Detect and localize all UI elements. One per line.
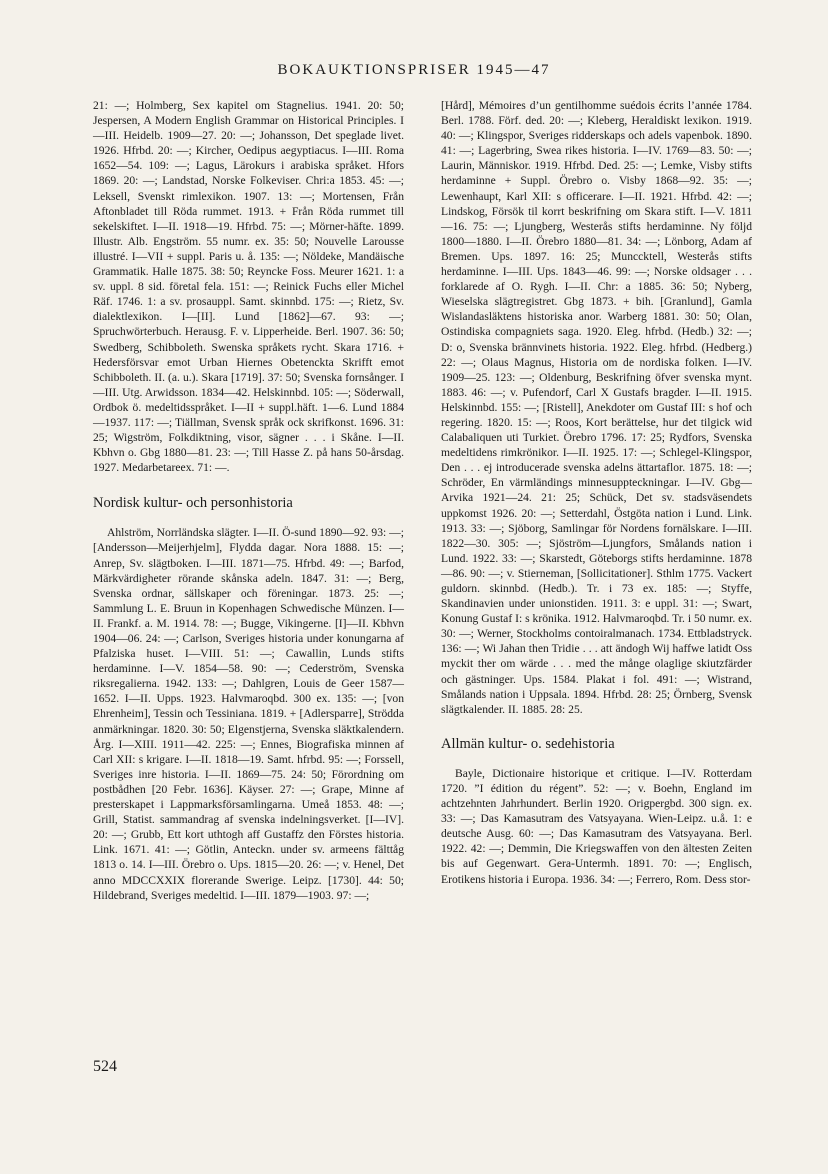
page-number: 524 bbox=[93, 1058, 117, 1075]
running-header: BOKAUKTIONSPRISER 1945—47 bbox=[277, 62, 551, 78]
auction-entries-nordic-culture: Ahlström, Norrländska slägter. I—II. Ö-sund 1890—92. 93: —; [Andersson—Meijerhjelm], Flydda dagar. Nora 1888. 15: —; Anrep, Sv. slägtboken. I—III. 1871—75. Hfrbd. 49: —; Barfod, Märkvärdigheter rörande skånska adeln. 1847. 31: —; Berg, Svenska ordnar, sällskaper och föreningar. 1873. 25: —; Sammlung L. E. Bruun in Kopenhagen Schwedische Münzen. I—II. Frankf. a. M. 1914. 78: —; Bugge, Vikingerne. [I]—II. Kbhvn 1904—06. 24: —; Carlson, Sveriges historia under konungarna af Pfalziska huset. I—VIII. 51: —; Cawallin, Lunds stifts herdaminne. I—V. 1854—58. 90: —; Cederström, Svenska riksregalierna. 1942. 133: —; Dahlgren, Louis de Geer 1587—1652. I—II. Upps. 1923. Halvmaroqbd. 300 ex. 135: —; [von Ehrenheim], Tessin och Tessiniana. 1819. + [Adlersparre], Strödda anmärkningar. 1820. 30: 50; Elgenstjerna, Svenska släktkalendern. Årg. I—XIII. 1911—42. 225: —; Ennes, Biografiska minnen af Carl XII: s krigare. I—II. 1818—19. Samt. hfrbd. 95: —; Forssell, Sveriges inre historia. I—II. 1869—75. 24: 50; Förordning om postbådhen [20 Febr. 1636]. Käyser. 27: —; Grape, Minne af presterskapet i Lappmarksförsamlingarna. Umeå 1853. 48: —; Grill, Statist. sammandrag af svenska indelningsverket. [I—IV]. 20: —; Grubb, Ett kort uthtogh aff Gustaffz den Förstes historia. Link. 1671. 41: —; Götlin, Anteckn. under sv. armeens fälttåg 1813 o. 14. I—III. Örebro o. Ups. 1815—20. 26: —; v. Henel, Det anno MDCCXXIX florerande Swerige. Leipz. [1730]. 44: 50; Hildebrand, Sveriges medeltid. I—III. 1879—1903. 97: —; bbox=[93, 526, 404, 902]
left-column bbox=[93, 98, 404, 903]
auction-entries-nordic-culture-continued: [Hård], Mémoires d’un gentilhomme suédois écrits l’année 1784. Berl. 1788. Förf. ded. 20: —; Kleberg, Heraldiskt lexikon. 1919. 40: —; Klingspor, Sveriges ridderskaps och adels vapenbok. 1890. 41: —; Lagerbring, Swea rikes historia. I—IV. 1769—83. 50: —; Laurin, Människor. 1919. Hfrbd. Ded. 25: —; Lemke, Visby stifts herdaminne + Suppl. Örebro o. Visby 1868—92. 35: —; Lewenhaupt, Karl XII: s officerare. I—II. 1921. Hfrbd. 42: —; Lindskog, Försök til korrt beskrifning om Skara stift. I—V. 1811—16. 75: —; Ljungberg, Westerås stifts herdaminne. Ny följd 1800—1880. I—II. Örebro 1880—81. 34: —; Lönborg, Adam af Bremen. Ups. 1897. 16: 25; Munccktell, Westerås stifts herdaminne. I—III. Ups. 1843—46. 99: —; Norske oldsager . . . forklarede af O. Rygh. I—II. Chr: a 1885. 36: 50; Nyberg, Wieselska slägtregistret. Gbg 1873. + bih. [Granlund], Gamla Wislandasläktens historiska anor. Warberg 1881. 30: 50; Olan, Ostindiska compagniets saga. 1920. Eleg. hfrbd. (Hedb.) 32: —; D: o, Svenska brännvinets historia. 1922. Eleg. hfrbd. (Hedberg.) 22: —; Olaus Magnus, Historia om de nordiska folken. I—IV. 1909—25. 123: —; Oldenburg, Beskrifning öfver svenska mynt. 1883. 46: —; v. Pufendorf, Carl X Gustafs bragder. I—II. 1915. Helskinnbd. 155: —; [Ristell], Anekdoter om Gustaf III: s hof och regering. 1820. 15: —; Roos, Kort berättelse, hur det tilgick wid Calabaliquen uti Turkiet. Örebro 1796. 17: 25; Rydfors, Svenska medeltidens rimkrönikor. I—II. 1925. 17: —; Schlegel-Klingspor, Den . . . ej introducerade svenska adelns ättartaflor. 1875. 18: —; Schröder, En värmländings minnesuppteckningar. I—IV. Gbg—Arvika 1921—24. 21: 25; Schück, Det sv. stadsväsendets uppkomst 1926. 20: —; Setterdahl, Östgöta nation i Lund. Link. 1913. 33: —; Sjöborg, Samlingar för Nordens fornälskare. I—III. 1822—30. 305: —; Sjöström—Ljungfors, Smålands nation i Lund. 1922. 33: —; Skarstedt, Göteborgs stifts herdaminne. 1878—86. 90: —; v. Stierneman, [Sollicitationer]. Sthlm 1775. Vackert guldorn. skinnbd. (Hedb.). Tr. i 73 ex. 185: —; Styffe, Skandinavien under unionstiden. 1911. 3: e uppl. 31: —; Swart, Konung Gustaf I: s krönika. 1912. Halvmaroqbd. Tr. i 50 numr. ex. 30: —; Werner, Stockholms contoiralmanach. 1734. Ettbladstryck. 136: —; Wi Jahan then Tridie . . . att ändogh Wij haffwe latidt Oss myckit ther om wärde . . . med the månge olaglige skiutzfärder och gästninger. Ups. 1584. Plakat i fol. 491: —; Wistrand, Smålands nation i Uppsala. 1894. Hfrbd. 28: 25; Örnberg, Svensk slägtkalender. II. 1885. 28: 25. bbox=[441, 99, 752, 716]
section-heading-general-culture: Allmän kultur- o. sedehistoria bbox=[441, 735, 615, 752]
right-column bbox=[441, 98, 752, 887]
auction-entries-languages: 21: —; Holmberg, Sex kapitel om Stagnelius. 1941. 20: 50; Jespersen, A Modern English Grammar on Historical Principles. I—III. Heidelb. 1909—27. 20: —; Johansson, Det speglade livet. 1926. Hfrbd. 20: —; Kircher, Oedipus aegyptiacus. I—III. Roma 1652—54. 109: —; Lagus, Lärokurs i arabiska språket. Hfors 1869. 20: —; Landstad, Norske Folkeviser. Chri:a 1853. 45: —; Leksell, Svenskt rimlexikon. 1907. 13: —; Mortensen, Från Aftonbladet till Röda rummet. 1913. + Från Röda rummet till sekelskiftet. I—II. 1918—19. Hfrbd. 75: —; Mörner-häfte. 1899. Illustr. Alb. Engström. 55 numr. ex. 35: 50; Nouvelle Larousse illustré. I—VII + suppl. Paris u. å. 135: —; Nöldeke, Mandäische Grammatik. Halle 1875. 38: 50; Reyncke Foss. Meurer 1621. 1: a sv. uppl. 8 sid. företal fela. 151: —; Reinick Fuchs eller Michel Räf. 1746. 1: a sv. prosauppl. Samt. skinnbd. 175: —; Rietz, Sv. dialektlexikon. I—[II]. Lund [1862]—67. 93: —; Spruchwörterbuch. Herausg. F. v. Lipperheide. Berl. 1907. 36: 50; Swedberg, Schibboleth. Swenska språkets rycht. Skara 1716. + Hedersförsvar emot Urban Hiernes Obetenckta Skrifft emot Schibboleth. II. (a. u.). Skara [1719]. 37: 50; Svenska fornsånger. I—III. Utg. Arwidsson. 1834—42. Helskinnbd. 105: —; Söderwall, Ordbok ö. medeltidsspråket. I—II + suppl.häft. 1—6. Lund 1884—1937. 117: —; Tiällman, Svensk språk ock skrifkonst. 1696. 31: 25; Wigström, Folkdiktning, visor, sägner . . . i Skåne. I—II. Kbhvn o. Gbg 1880—81. 23: —; Till Hasse Z. på hans 50-årsdag. 1927. Medarbetareex. 71: —. bbox=[93, 99, 404, 475]
auction-entries-general-culture: Bayle, Dictionaire historique et critique. I—IV. Rotterdam 1720. ”I édition du régent”. 52: —; v. Boehn, England im achtzehnten Jahrhundert. Berlin 1920. Origpergbd. 300 sign. ex. 33: —; Das Kamasutram des Vatsyayana. Wien-Leipz. u.å. 1: e deutsche Ausg. 60: —; Das Kamasutram des Vatsyayana. Berl. 1922. 42: —; Demmin, Die Kriegswaffen von den ältesten Zeiten bis auf Gegenwart. Gera-Untermh. 1891. 70: —; Englisch, Erotikens historia i Europa. 1936. 34: —; Ferrero, Rom. Dess stor- bbox=[441, 766, 752, 886]
section-heading-nordic-culture: Nordisk kultur- och personhistoria bbox=[93, 495, 293, 512]
